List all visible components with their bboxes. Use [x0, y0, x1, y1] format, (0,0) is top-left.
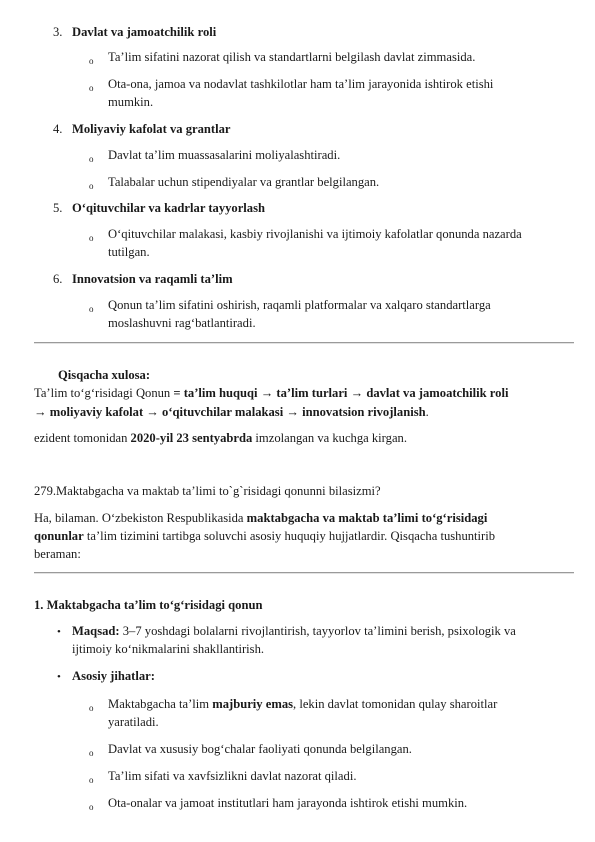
- list-item: Qonun ta’lim sifatini oshirish, raqamli platformalar va xalqaro standartlarga: [108, 298, 491, 312]
- item-label: Maqsad:: [72, 624, 120, 638]
- summary-heading: Qisqacha xulosa:: [58, 368, 151, 382]
- summary-date: 2020-yil 23 sentyabrda: [130, 431, 253, 445]
- list-item: Talabalar uchun stipendiyalar va grantlar belgilangan.: [108, 175, 380, 189]
- section-title: Innovatsion va raqamli ta’lim: [72, 272, 233, 286]
- section-title: Moliyaviy kafolat va grantlar: [72, 122, 231, 136]
- answer-text: Ha, bilaman. O‘zbekiston Respublikasida: [34, 511, 247, 525]
- list-item: O‘qituvchilar malakasi, kasbiy rivojlanishi va ijtimoiy kafolatlar qonunda nazarda: [108, 227, 522, 241]
- summary-chain: = ta’lim huquqi → ta’lim turlari → davlat va jamoatchilik roli: [173, 386, 509, 400]
- answer-line: [34, 509, 487, 527]
- sub-bullet-icon: o: [89, 83, 94, 93]
- item-text: Maktabgacha ta’lim: [108, 697, 213, 711]
- section-number: 6.: [53, 272, 63, 286]
- item-text: , lekin davlat tomonidan qulay sharoitlar: [293, 697, 498, 711]
- list-item-cont: yaratiladi.: [108, 715, 159, 729]
- section-number: 4.: [53, 122, 63, 136]
- answer-text: ta’lim tizimini tartibga soluvchi asosiy huquqiy hujjatlardir. Qisqacha tushuntirib: [83, 529, 496, 543]
- list-item: [72, 622, 516, 640]
- section-title: Davlat va jamoatchilik roli: [72, 25, 217, 39]
- summary-period: .: [425, 405, 429, 419]
- section-number: 3.: [53, 25, 63, 39]
- list-item-cont: tutilgan.: [108, 245, 150, 259]
- summary-text: ezident tomonidan: [34, 431, 131, 445]
- question-text: 279.Maktabgacha va maktab ta’limi to`g`risidagi qonunni bilasizmi?: [34, 484, 381, 498]
- summary-line: [34, 403, 429, 421]
- section-heading: 1. Maktabgacha ta’lim to‘g‘risidagi qonun: [34, 598, 263, 612]
- summary-text: Ta’lim to‘g‘risidagi Qonun: [34, 386, 174, 400]
- list-item: [108, 695, 497, 713]
- item-label: Asosiy jihatlar:: [72, 669, 155, 683]
- answer-bold: qonunlar: [34, 529, 84, 543]
- list-item-cont: moslashuvni rag‘batlantiradi.: [108, 316, 256, 330]
- summary-chain: → moliyaviy kafolat → o‘qituvchilar malakasi → innovatsion rivojlanish: [34, 405, 426, 419]
- bullet-icon: •: [57, 671, 61, 683]
- sub-bullet-icon: o: [89, 775, 94, 785]
- summary-line: [34, 429, 407, 447]
- list-item: Ota-onalar va jamoat institutlari ham jarayonda ishtirok etishi mumkin.: [108, 796, 468, 810]
- section-title: O‘qituvchilar va kadrlar tayyorlash: [72, 201, 266, 215]
- section-number: 5.: [53, 201, 63, 215]
- answer-line: beraman:: [34, 547, 81, 561]
- horizontal-divider: [34, 342, 574, 344]
- sub-bullet-icon: o: [89, 304, 94, 314]
- sub-bullet-icon: o: [89, 748, 94, 758]
- sub-bullet-icon: o: [89, 181, 94, 191]
- bullet-icon: •: [57, 626, 61, 638]
- list-item: Ta’lim sifatini nazorat qilish va standartlarni belgilash davlat zimmasida.: [108, 50, 476, 64]
- item-text: 3–7 yoshdagi bolalarni rivojlantirish, tayyorlov ta’limini berish, psixologik va: [119, 624, 516, 638]
- sub-bullet-icon: o: [89, 703, 94, 713]
- list-item: Davlat ta’lim muassasalarini moliyalashtiradi.: [108, 148, 341, 162]
- summary-text: imzolangan va kuchga kirgan.: [252, 431, 407, 445]
- horizontal-divider: [34, 572, 574, 574]
- list-item: Ota-ona, jamoa va nodavlat tashkilotlar ham ta’lim jarayonida ishtirok etishi: [108, 77, 494, 91]
- item-bold: majburiy emas: [212, 697, 294, 711]
- answer-line: [34, 527, 495, 545]
- answer-bold: maktabgacha va maktab ta’limi to‘g‘risidagi: [246, 511, 488, 525]
- list-item: Davlat va xususiy bog‘chalar faoliyati qonunda belgilangan.: [108, 742, 412, 756]
- sub-bullet-icon: o: [89, 802, 94, 812]
- summary-line: [34, 384, 508, 402]
- list-item-cont: mumkin.: [108, 95, 154, 109]
- list-item-cont: ijtimoiy ko‘nikmalarini shakllantirish.: [72, 642, 265, 656]
- list-item: Ta’lim sifati va xavfsizlikni davlat nazorat qiladi.: [108, 769, 357, 783]
- sub-bullet-icon: o: [89, 154, 94, 164]
- sub-bullet-icon: o: [89, 233, 94, 243]
- sub-bullet-icon: o: [89, 56, 94, 66]
